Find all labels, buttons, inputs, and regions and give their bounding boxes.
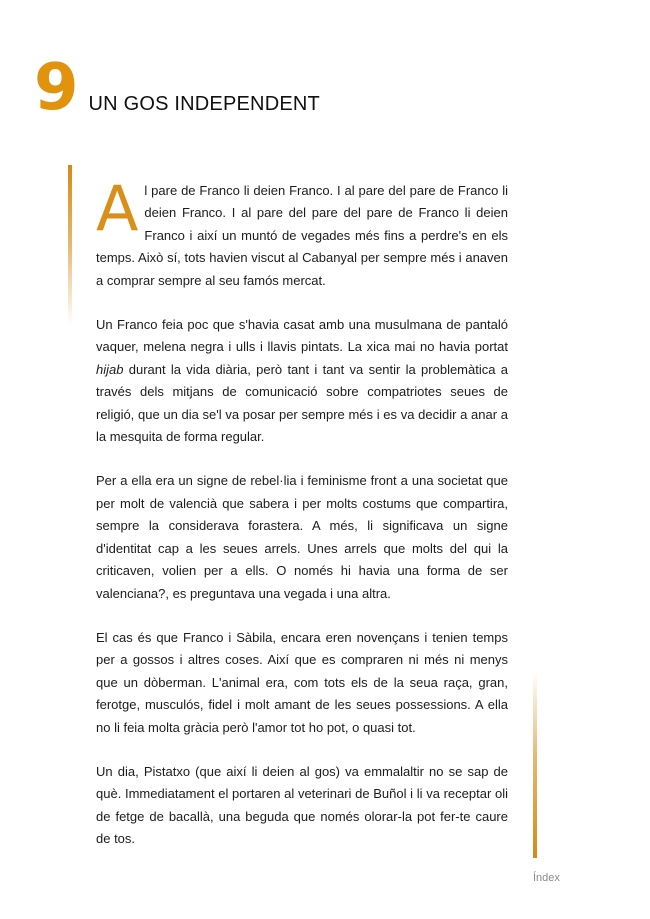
paragraph-4: El cas és que Franco i Sàbila, encara eren novençans i tenien temps per a gossos i altres coses. Així que es compraren ni més ni menys que un dòberman. L'animal era, com tots els de la seua raça, gran, ferotge, musculós, fidel i molt amant de les seues possessions. A ella no li feia molta gràcia però l'amor tot ho pot, o quasi tot. — [96, 629, 508, 735]
paragraph-2-emphasis: hijab — [96, 361, 124, 377]
paragraph-1-text: l pare de Franco li deien Franco. I al pare del pare de Franco li deien Franco. I al pare del pare del pare de Franco li deien Franco i així un muntó de vegades més fins a perdre's en els temps. Això sí, tots havien viscut al Cabanyal per sempre més i anaven a comprar sempre al seu famós mercat. — [96, 183, 508, 288]
chapter-title: UN GOS INDEPENDENT — [88, 93, 320, 115]
paragraph-5: Un dia, Pistatxo (que així li deien al gos) va emmalaltir no se sap de què. Immediatament el portaren al veterinari de Buñol i li va receptar oli de fetge de bacallà, una beguda que només olorar-la pot fer-te caure de tos. — [96, 763, 508, 847]
chapter-body — [96, 172, 508, 873]
decorative-bar-top — [68, 165, 72, 325]
paragraph-2 — [96, 314, 508, 448]
paragraph-3: Per a ella era un signe de rebel·lia i feminisme front a una societat que per molt de valencià que sabera i per molts costums que compartira, sempre la considerava forastera. A més, li significava un signe d'identitat cap a les seues arrels. Unes arrels que molts del qui la criticaven, volien per a ells. O només hi havia una forma de ser valenciana?, es preguntava una vegada i una altra. — [96, 473, 508, 601]
paragraph-1 — [96, 172, 508, 292]
paragraph-2-text-before: Un Franco feia poc que s'havia casat amb una musulmana de pantaló vaquer, melena negra i ulls i llavis pintats. La xica mai no havia portat — [96, 317, 508, 355]
index-link[interactable]: Índex — [533, 872, 560, 884]
drop-cap: A — [96, 172, 139, 245]
chapter-number: 9 — [34, 51, 77, 125]
paragraph-2-text-after: durant la vida diària, però tant i tant va sentir la problemàtica a través dels mitjans de comunicació sobre compatriotes seues de religió, que un dia se'l va posar per sempre més i es va decidir a anar a la mesquita de forma regular. — [96, 361, 508, 445]
decorative-bar-bottom — [533, 672, 537, 858]
chapter-heading — [34, 51, 320, 125]
